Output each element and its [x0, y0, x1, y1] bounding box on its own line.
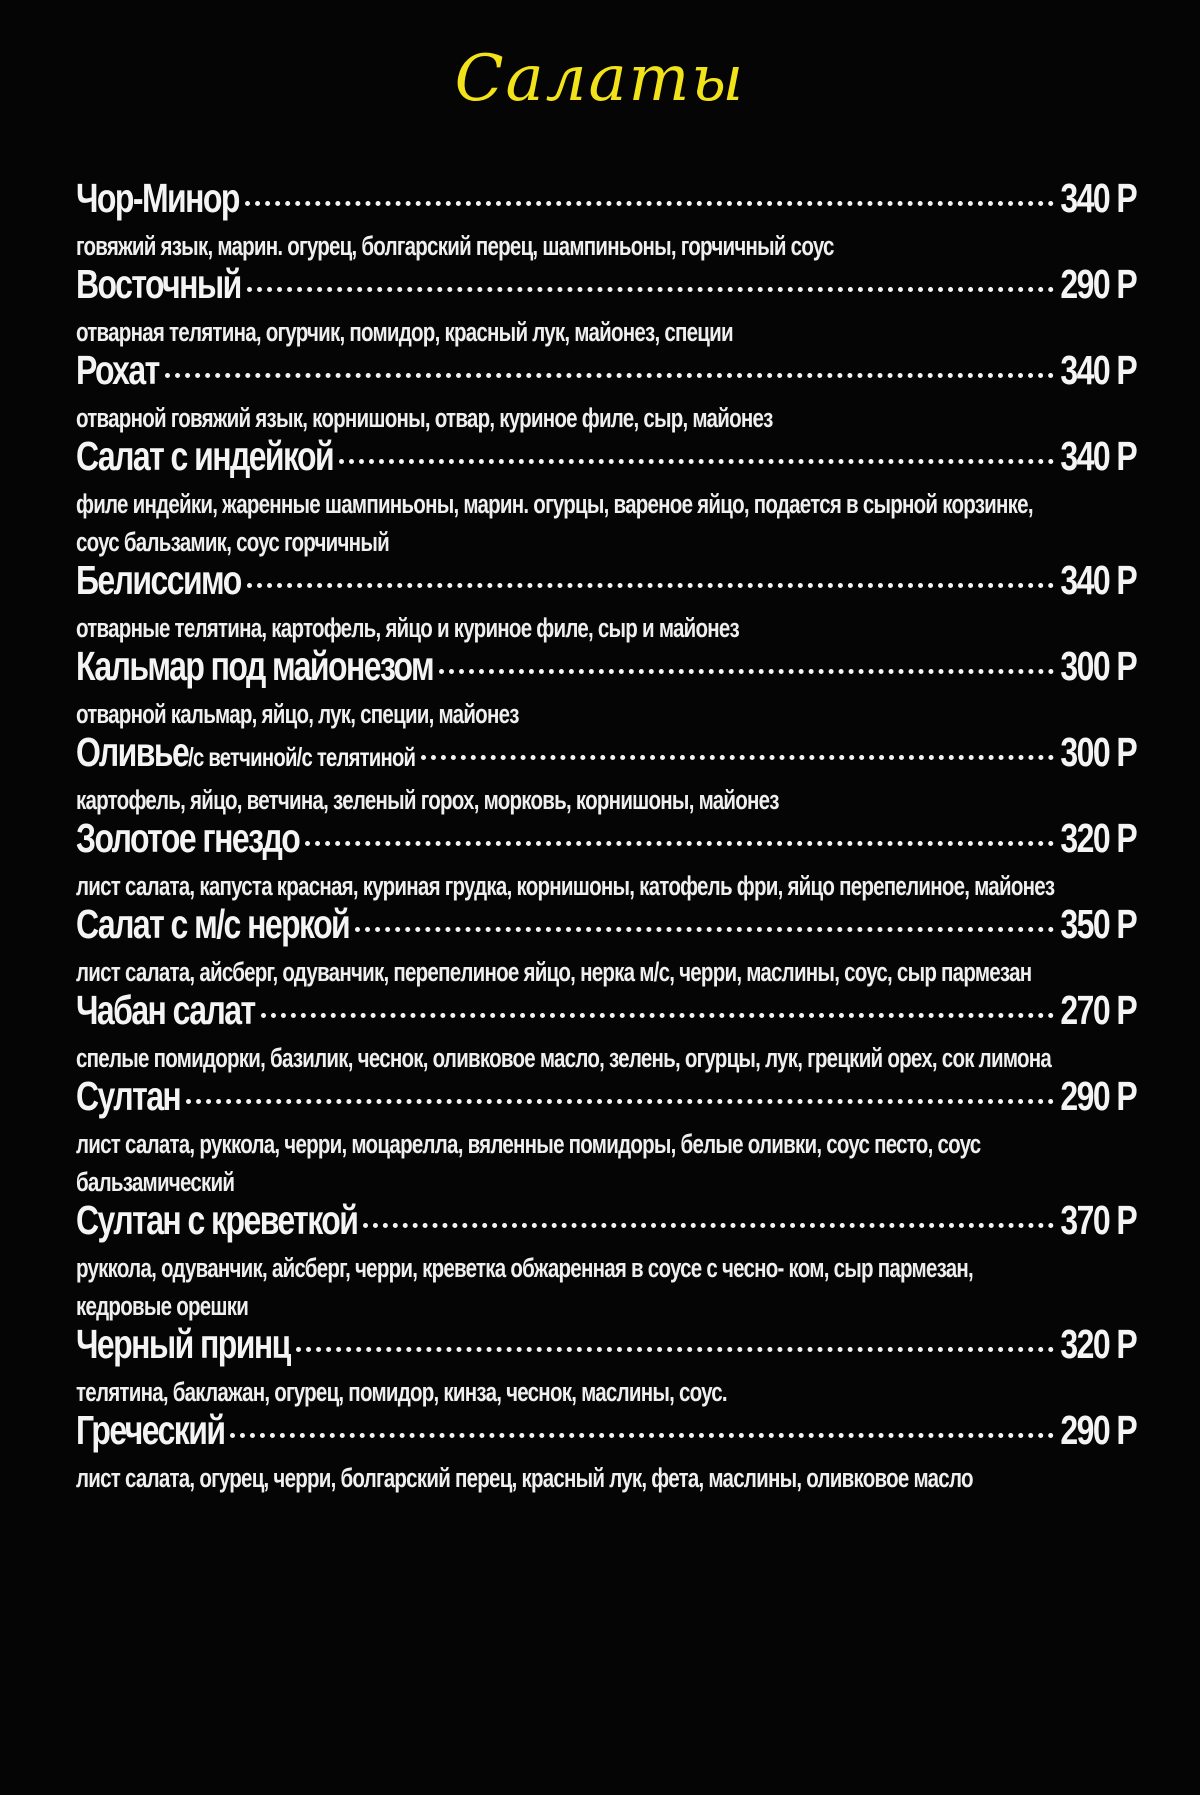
menu-title: Салаты	[454, 42, 746, 116]
item-header	[76, 901, 1136, 953]
item-description: лист салата, огурец, черри, болгарский перец, красный лук, фета, маслины, оливковое масло	[76, 1463, 973, 1493]
item-name: Салат с индейкой	[76, 433, 334, 479]
item-description: картофель, яйцо, ветчина, зеленый горох, морковь, корнишоны, майонез	[76, 785, 779, 815]
dot-leader	[247, 583, 1054, 588]
item-header	[76, 261, 1136, 313]
item-header	[76, 175, 1136, 227]
menu-item	[76, 1407, 1136, 1497]
item-header	[76, 433, 1136, 485]
menu-item	[76, 987, 1136, 1077]
dot-leader	[363, 1223, 1054, 1228]
item-price: 340 Р	[1060, 557, 1136, 603]
item-description: спелые помидорки, базилик, чеснок, оливковое масло, зелень, огурцы, лук, грецкий орех, сок лимона	[76, 1043, 1052, 1073]
dot-leader	[355, 927, 1054, 932]
item-header	[76, 1197, 1136, 1249]
item-name: Восточный	[76, 261, 241, 307]
dot-leader	[261, 1013, 1054, 1018]
item-description: лист салата, айсберг, одуванчик, перепелиное яйцо, нерка м/с, черри, маслины, соус, сыр пармезан	[76, 957, 1032, 987]
dot-leader	[421, 755, 1054, 760]
dot-leader	[186, 1099, 1054, 1104]
item-description: отварные телятина, картофель, яйцо и куриное филе, сыр и майонез	[76, 613, 739, 643]
item-price: 290 Р	[1060, 1073, 1136, 1119]
item-price: 270 Р	[1060, 987, 1136, 1033]
dot-leader	[247, 287, 1054, 292]
item-header	[76, 729, 1136, 781]
item-price: 300 Р	[1060, 729, 1136, 775]
dot-leader	[296, 1347, 1054, 1352]
item-description: филе индейки, жаренные шампиньоны, марин. огурцы, вареное яйцо, подается в сырной корзинке, соус бальзамик, соус горчичный	[76, 489, 1033, 557]
item-price: 290 Р	[1060, 261, 1136, 307]
item-name-wrap	[76, 987, 255, 1034]
item-name: Греческий	[76, 1407, 225, 1453]
item-description: отварной говяжий язык, корнишоны, отвар, куриное филе, сыр, майонез	[76, 403, 773, 433]
item-name: Рохат	[76, 347, 159, 393]
dot-leader	[339, 459, 1054, 464]
menu-item	[76, 433, 1136, 561]
menu-item	[76, 1321, 1136, 1411]
item-name-wrap	[76, 643, 433, 690]
menu-item	[76, 175, 1136, 265]
item-name-wrap	[76, 1073, 180, 1120]
item-name-wrap	[76, 1197, 357, 1244]
item-name-main: Оливье	[76, 729, 189, 775]
menu-item	[76, 261, 1136, 351]
menu-list	[76, 175, 1136, 1493]
item-name: Белиссимо	[76, 557, 241, 603]
item-price: 290 Р	[1060, 1407, 1136, 1453]
item-name-wrap	[76, 175, 239, 222]
item-name-wrap	[76, 347, 159, 394]
item-description: отварная телятина, огурчик, помидор, красный лук, майонез, специи	[76, 317, 733, 347]
item-name-wrap	[76, 1407, 224, 1454]
item-name-wrap	[76, 261, 241, 308]
menu-item	[76, 347, 1136, 437]
item-description: говяжий язык, марин. огурец, болгарский перец, шампиньоны, горчичный соус	[76, 231, 834, 261]
item-header	[76, 347, 1136, 399]
item-description: телятина, баклажан, огурец, помидор, кинза, чеснок, маслины, соус.	[76, 1377, 727, 1407]
item-name: Салат с м/с неркой	[76, 901, 350, 947]
item-name: Чабан салат	[76, 987, 255, 1033]
item-name	[76, 729, 415, 776]
item-description: лист салата, капуста красная, куриная грудка, корнишоны, катофель фри, яйцо перепелиное, майонез	[76, 871, 1055, 901]
item-name-wrap	[76, 901, 349, 948]
item-name-variants: /с ветчиной/с телятиной	[188, 742, 416, 772]
menu-item	[76, 1197, 1136, 1325]
item-header	[76, 1073, 1136, 1125]
item-price: 320 Р	[1060, 815, 1136, 861]
item-name-wrap	[76, 433, 333, 480]
item-header	[76, 815, 1136, 867]
menu-item	[76, 643, 1136, 733]
item-header	[76, 643, 1136, 695]
item-description: руккола, одуванчик, айсберг, черри, креветка обжаренная в соусе с чесно- ком, сыр пармезан, кедровые орешки	[76, 1253, 974, 1321]
menu-item	[76, 729, 1136, 819]
dot-leader	[305, 841, 1054, 846]
item-name: Султан	[76, 1073, 181, 1119]
item-header	[76, 1321, 1136, 1373]
item-name-wrap	[76, 1321, 290, 1368]
item-description: отварной кальмар, яйцо, лук, специи, майонез	[76, 699, 519, 729]
dot-leader	[165, 373, 1054, 378]
item-header	[76, 1407, 1136, 1459]
menu-item	[76, 901, 1136, 991]
item-price: 340 Р	[1060, 175, 1136, 221]
item-price: 340 Р	[1060, 347, 1136, 393]
item-name-wrap	[76, 557, 241, 604]
item-name: Чор-Минор	[76, 175, 239, 221]
item-name: Султан с креветкой	[76, 1197, 358, 1243]
menu-item	[76, 815, 1136, 905]
dot-leader	[245, 201, 1054, 206]
item-name: Кальмар под майонезом	[76, 643, 434, 689]
item-price: 320 Р	[1060, 1321, 1136, 1367]
menu-item	[76, 557, 1136, 647]
item-description: лист салата, руккола, черри, моцарелла, вяленные помидоры, белые оливки, соус песто, соус бальзамический	[76, 1129, 981, 1197]
item-name: Золотое гнездо	[76, 815, 300, 861]
dot-leader	[230, 1433, 1054, 1438]
item-name-wrap	[76, 815, 299, 862]
menu-item	[76, 1073, 1136, 1201]
item-name: Черный принц	[76, 1321, 290, 1367]
item-price: 340 Р	[1060, 433, 1136, 479]
item-price: 350 Р	[1060, 901, 1136, 947]
item-price: 300 Р	[1060, 643, 1136, 689]
item-header	[76, 987, 1136, 1039]
dot-leader	[439, 669, 1054, 674]
item-header	[76, 557, 1136, 609]
item-price: 370 Р	[1060, 1197, 1136, 1243]
item-name-wrap	[76, 729, 415, 776]
